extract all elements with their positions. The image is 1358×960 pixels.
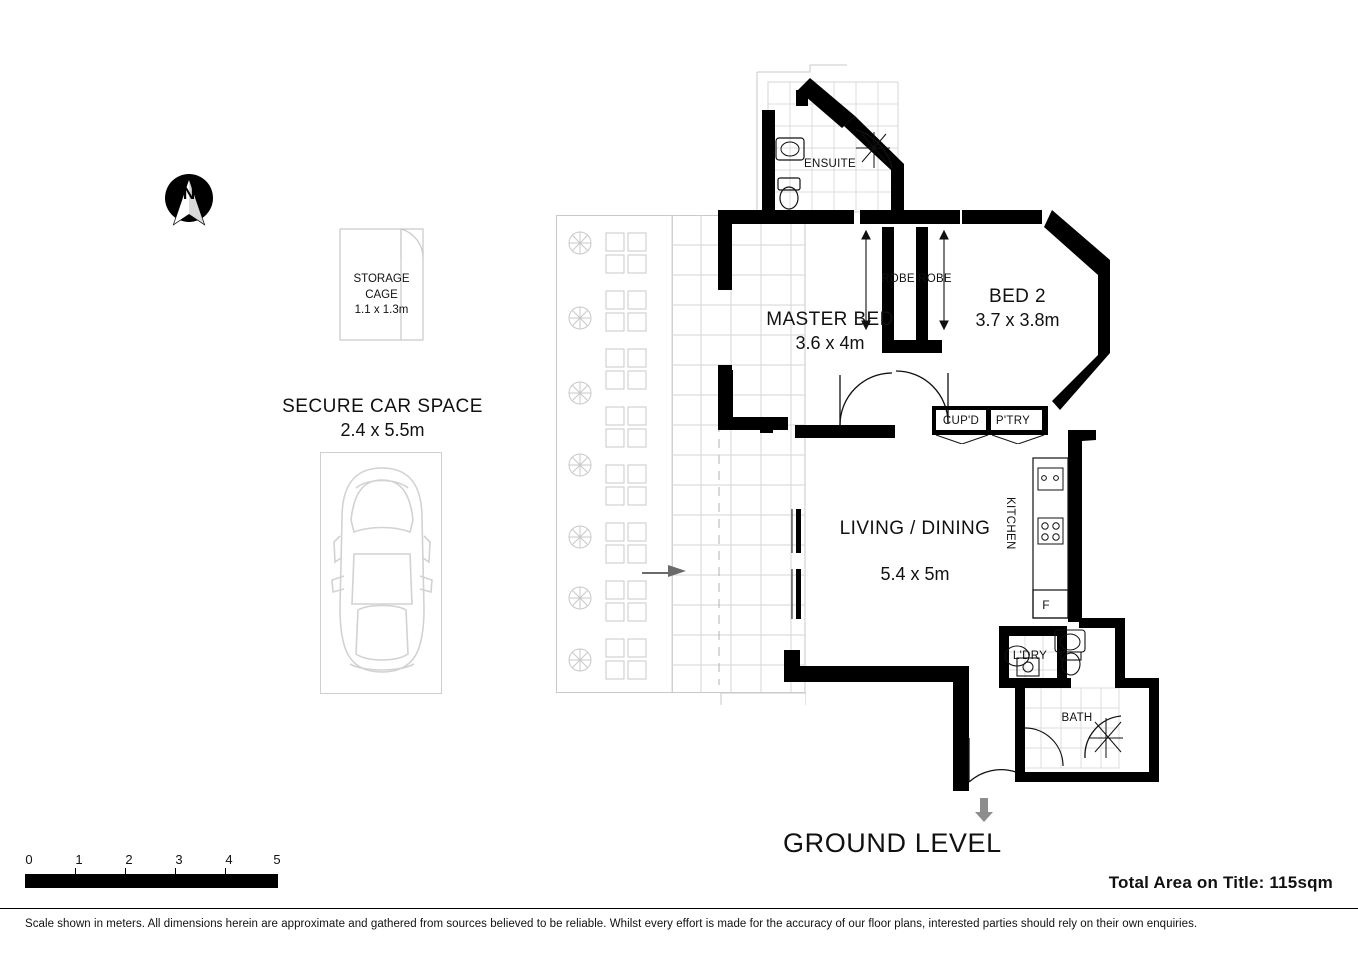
storage-dims: 1.1 x 1.3m	[354, 304, 409, 317]
fridge-label: F	[1042, 598, 1050, 612]
car-icon	[324, 458, 440, 688]
car-space-dims: 2.4 x 5.5m	[340, 420, 425, 440]
scale-bar	[25, 852, 281, 888]
ensuite-label: ENSUITE	[804, 158, 856, 170]
scale-notch-3	[175, 868, 176, 876]
robe-right-label: ROBE	[918, 273, 952, 285]
cupboard-label: CUP'D	[942, 415, 980, 427]
scale-notch-4	[225, 868, 226, 876]
master-bed-name: MASTER BED	[766, 309, 894, 330]
scale-tick-1: 1	[75, 852, 83, 867]
storage-line2: CAGE	[365, 288, 398, 301]
master-window-marks	[715, 370, 737, 430]
bed-2-dims: 3.7 x 3.8m	[975, 309, 1060, 330]
living-dining-name: LIVING / DINING	[839, 518, 991, 539]
scale-notch-1	[75, 868, 76, 876]
total-area-text: Total Area on Title: 115sqm	[1108, 873, 1333, 892]
storage-cage-label	[339, 272, 424, 319]
storage-line1: STORAGE	[353, 273, 410, 285]
room-bed-2	[910, 285, 1125, 331]
disclaimer-text: Scale shown in meters. All dimensions herein are approximate and gathered from sources believed to be reliable. Whilst every effort is made for the accuracy of our floor plans, interested parties should rely on their own enquiries.	[25, 918, 1198, 930]
room-living-dining	[800, 517, 1030, 585]
scale-tick-labels	[25, 852, 281, 872]
pantry-label: P'TRY	[995, 415, 1031, 427]
laundry-label: L'DRY	[1012, 650, 1048, 662]
scale-tick-3: 3	[175, 852, 183, 867]
scale-notch-2	[125, 868, 126, 876]
scale-tick-0: 0	[25, 852, 33, 867]
scale-tick-5: 5	[273, 852, 281, 867]
svg-text:N: N	[182, 184, 196, 203]
page-title: GROUND LEVEL	[783, 828, 1002, 858]
robe-left-label: ROBE	[881, 273, 915, 285]
kitchen-label: KITCHEN	[1004, 497, 1016, 550]
scale-tick-2: 2	[125, 852, 133, 867]
car-space-name: SECURE CAR SPACE	[282, 396, 483, 417]
car-space-title	[255, 396, 510, 441]
bath-label: BATH	[1061, 712, 1093, 724]
living-dining-dims: 5.4 x 5m	[880, 563, 950, 584]
scale-bar-track	[25, 874, 278, 888]
footer-divider	[0, 908, 1358, 909]
bed-2-name: BED 2	[989, 286, 1046, 307]
bath-laundry-structure	[995, 618, 1160, 790]
scale-tick-4: 4	[225, 852, 233, 867]
master-bed-dims: 3.6 x 4m	[795, 332, 865, 353]
compass-rose	[158, 172, 226, 234]
sliding-door-marks	[788, 505, 812, 625]
